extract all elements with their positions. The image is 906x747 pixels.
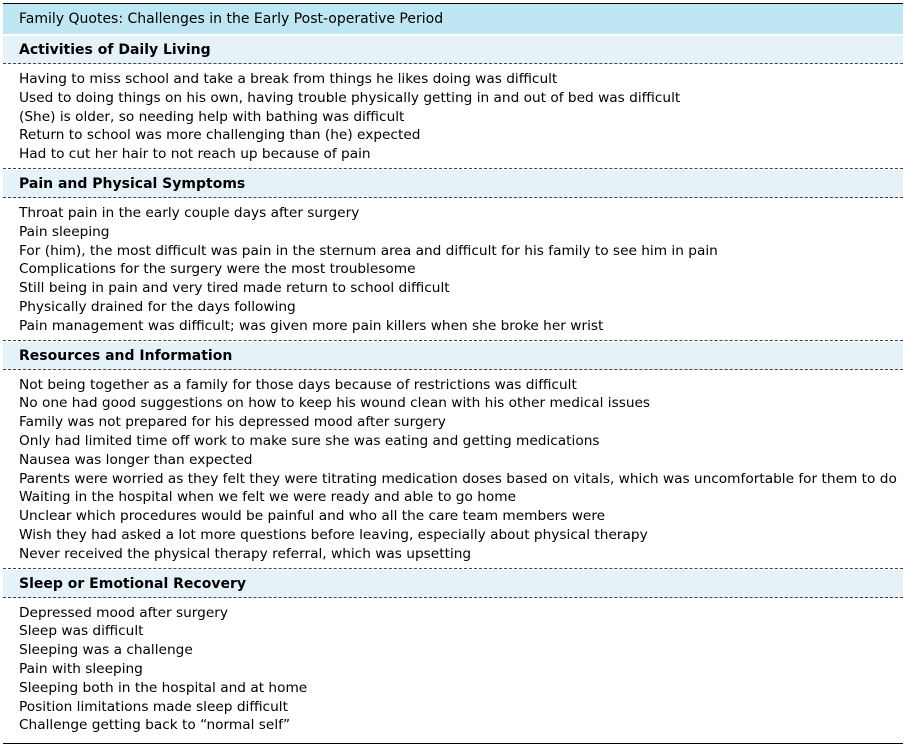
quote-row: Depressed mood after surgery [19,604,229,621]
section-heading: Resources and Information [3,341,903,370]
quote-row: Still being in pain and very tired made return to school difficult [19,280,450,297]
section-rows [3,598,903,740]
quote-row: Return to school was more challenging than (he) expected [19,127,421,144]
table-body [3,35,903,739]
section-heading: Sleep or Emotional Recovery [3,569,903,598]
quote-row: Waiting in the hospital when we felt we were ready and able to go home [19,489,517,506]
quote-row: Unclear which procedures would be painful and who all the care team members were [19,508,606,525]
quote-row: Family was not prepared for his depressed mood after surgery [19,414,446,431]
quote-row: Never received the physical therapy referral, which was upsetting [19,545,472,562]
quote-row: Had to cut her hair to not reach up because of pain [19,146,371,163]
quote-row: Having to miss school and take a break from things he likes doing was difficult [19,71,558,87]
quote-row: Complications for the surgery were the most troublesome [19,261,416,278]
section-heading: Pain and Physical Symptoms [3,169,903,198]
quote-row: Position limitations made sleep difficult [19,698,288,715]
quote-row: Not being together as a family for those days because of restrictions was difficult [19,376,577,393]
quote-row: Wish they had asked a lot more questions before leaving, especially about physical therapy [19,526,648,543]
quote-row: Throat pain in the early couple days after surgery [19,204,360,221]
quote-row: Physically drained for the days following [19,298,296,315]
quote-row: Pain sleeping [19,223,110,240]
quote-row: Challenge getting back to “normal self” [19,717,291,734]
quote-row: Sleeping both in the hospital and at home [19,679,308,696]
quote-row: Parents were worried as they felt they were titrating medication doses based on vitals, which was uncomfortable for them to do [19,470,897,487]
section-rows [3,198,903,341]
quotes-table [3,3,903,744]
quote-row: (She) is older, so needing help with bathing was difficult [19,108,405,125]
quote-row: Pain with sleeping [19,660,143,677]
quote-row: No one had good suggestions on how to keep his wound clean with his other medical issues [19,395,651,412]
table-title: Family Quotes: Challenges in the Early Post-operative Period [3,4,903,35]
section-rows [3,370,903,569]
quote-row: Sleep was difficult [19,623,144,640]
quote-row: Used to doing things on his own, having trouble physically getting in and out of bed was difficult [19,89,681,106]
quote-row: Pain management was difficult; was given more pain killers when she broke her wrist [19,317,604,334]
section-heading: Activities of Daily Living [3,35,903,64]
quote-row: Nausea was longer than expected [19,451,253,468]
quote-row: For (him), the most difficult was pain in the sternum area and difficult for his family to see him in pain [19,242,718,259]
section-rows [3,64,903,169]
quote-row: Only had limited time off work to make sure she was eating and getting medications [19,432,600,449]
quote-row: Sleeping was a challenge [19,642,193,659]
